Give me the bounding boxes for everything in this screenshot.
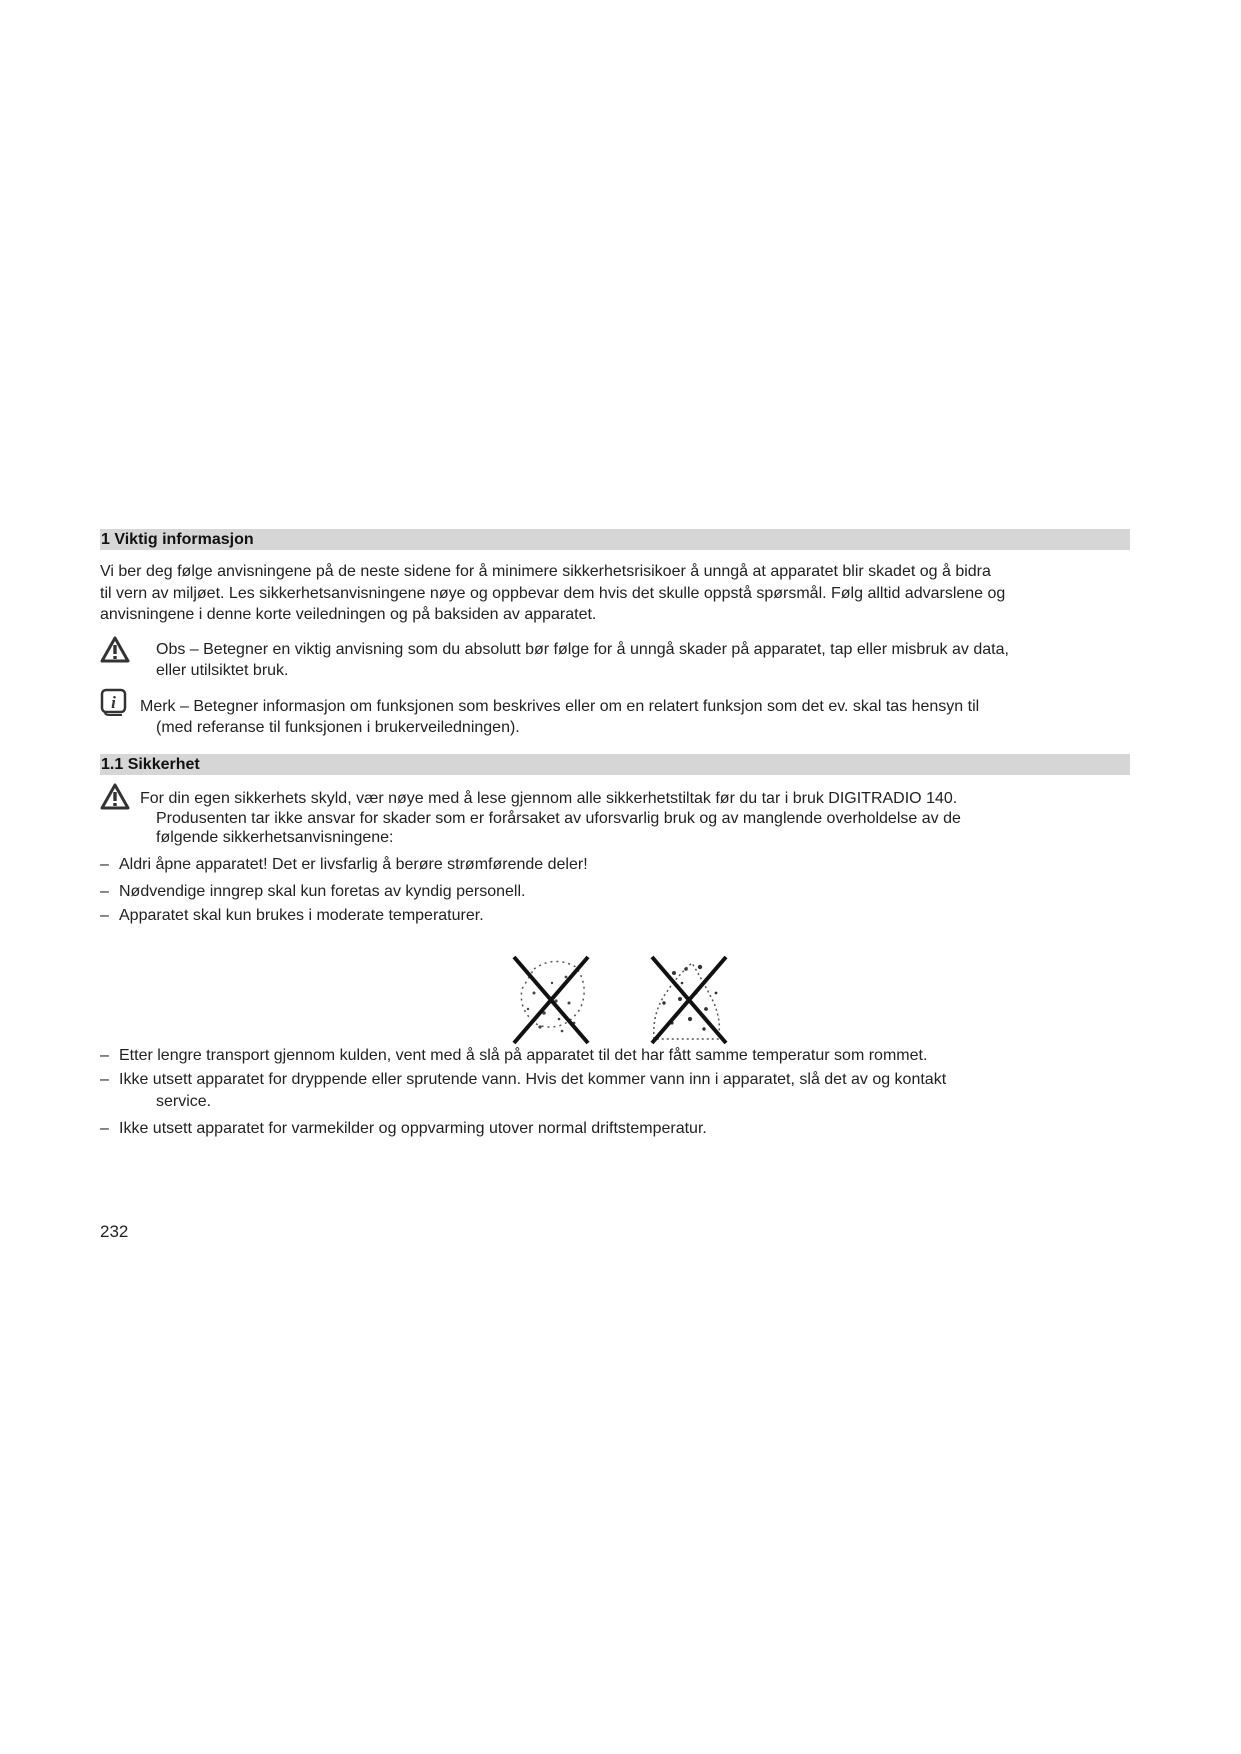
- dash-marker: –: [100, 907, 109, 924]
- bullet-item: [100, 1118, 1130, 1140]
- bullet-text: Etter lengre transport gjennom kulden, vent med å slå på apparatet til det har fått samme temperatur som rommet.: [119, 1046, 928, 1064]
- bullet-text: Ikke utsett apparatet for dryppende eller sprutende vann. Hvis det kommer vann inn i apparatet, slå det av og kontakt: [119, 1071, 947, 1088]
- obs-note: [100, 639, 1130, 682]
- dash-marker: –: [100, 1071, 109, 1088]
- bullet-item: [100, 905, 1130, 927]
- intro-line: til vern av miljøet. Les sikkerhetsanvisningene nøye og oppbevar dem hvis det skulle oppstå spørsmål. Følg alltid advarslene og: [100, 584, 1006, 602]
- intro-line: anvisningene i denne korte veiledningen og på baksiden av apparatet.: [100, 606, 597, 623]
- bullet-item: [100, 1069, 1130, 1112]
- page-number: 232: [100, 1222, 129, 1241]
- bullet-text: Ikke utsett apparatet for varmekilder og oppvarming utover normal driftstemperatur.: [119, 1120, 707, 1137]
- bullet-text-continued: service.: [156, 1092, 212, 1110]
- dash-marker: –: [100, 882, 109, 900]
- crossed-out-cold-symbol: [514, 957, 588, 1043]
- temperature-warning-images: [504, 953, 754, 1051]
- crossed-out-cold-heat-icon: [504, 953, 754, 1051]
- document-body: [100, 529, 1130, 1140]
- merk-note: [100, 692, 1130, 739]
- merk-note-line2: (med referanse til funksjonen i brukerveiledningen).: [156, 719, 520, 736]
- warning-triangle-icon: [100, 636, 130, 670]
- bullet-item: [100, 854, 1130, 876]
- safety-warning-line1: For din egen sikkerhets skyld, vær nøye med å lese gjennom alle sikkerhetstiltak før du tar i bruk DIGITRADIO 140.: [140, 789, 958, 807]
- bullet-text: Nødvendige inngrep skal kun foretas av kyndig personell.: [119, 882, 526, 900]
- bullet-item: [100, 881, 1130, 903]
- intro-paragraph: [100, 561, 1130, 626]
- merk-note-line1: Merk – Betegner informasjon om funksjonen som beskrives eller om en relatert funksjon som det ev. skal tas hensyn til: [140, 697, 980, 715]
- warning-triangle-icon: [100, 783, 130, 817]
- svg-text:i: i: [111, 692, 116, 712]
- obs-note-line1: Obs – Betegner en viktig anvisning som du absolutt bør følge for å unngå skader på apparatet, tap eller misbruk av data,: [156, 640, 1009, 658]
- crossed-out-heat-symbol: [652, 957, 726, 1043]
- bullet-text: Aldri åpne apparatet! Det er livsfarlig å berøre strømførende deler!: [119, 856, 588, 873]
- intro-line: Vi ber deg følge anvisningene på de neste sidene for å minimere sikkerhetsrisikoer å unngå at apparatet blir skadet og å bidra: [100, 563, 991, 580]
- dash-marker: –: [100, 856, 109, 873]
- bullet-item: [100, 1045, 1130, 1067]
- safety-warning-line2: Produsenten tar ikke ansvar for skader som er forårsaket av uforsvarlig bruk og av manglende overholdelse av de: [156, 810, 961, 827]
- dash-marker: –: [100, 1046, 109, 1064]
- section-heading-viktig-informasjon: 1 Viktig informasjon: [100, 529, 1130, 550]
- dash-marker: –: [100, 1120, 109, 1137]
- info-icon: [100, 688, 128, 723]
- obs-note-line2: eller utilsiktet bruk.: [156, 662, 289, 679]
- safety-warning: [100, 788, 1130, 848]
- bullet-text: Apparatet skal kun brukes i moderate temperaturer.: [119, 907, 484, 924]
- safety-warning-line3: følgende sikkerhetsanvisningene:: [156, 829, 394, 846]
- section-heading-sikkerhet: 1.1 Sikkerhet: [100, 754, 1130, 775]
